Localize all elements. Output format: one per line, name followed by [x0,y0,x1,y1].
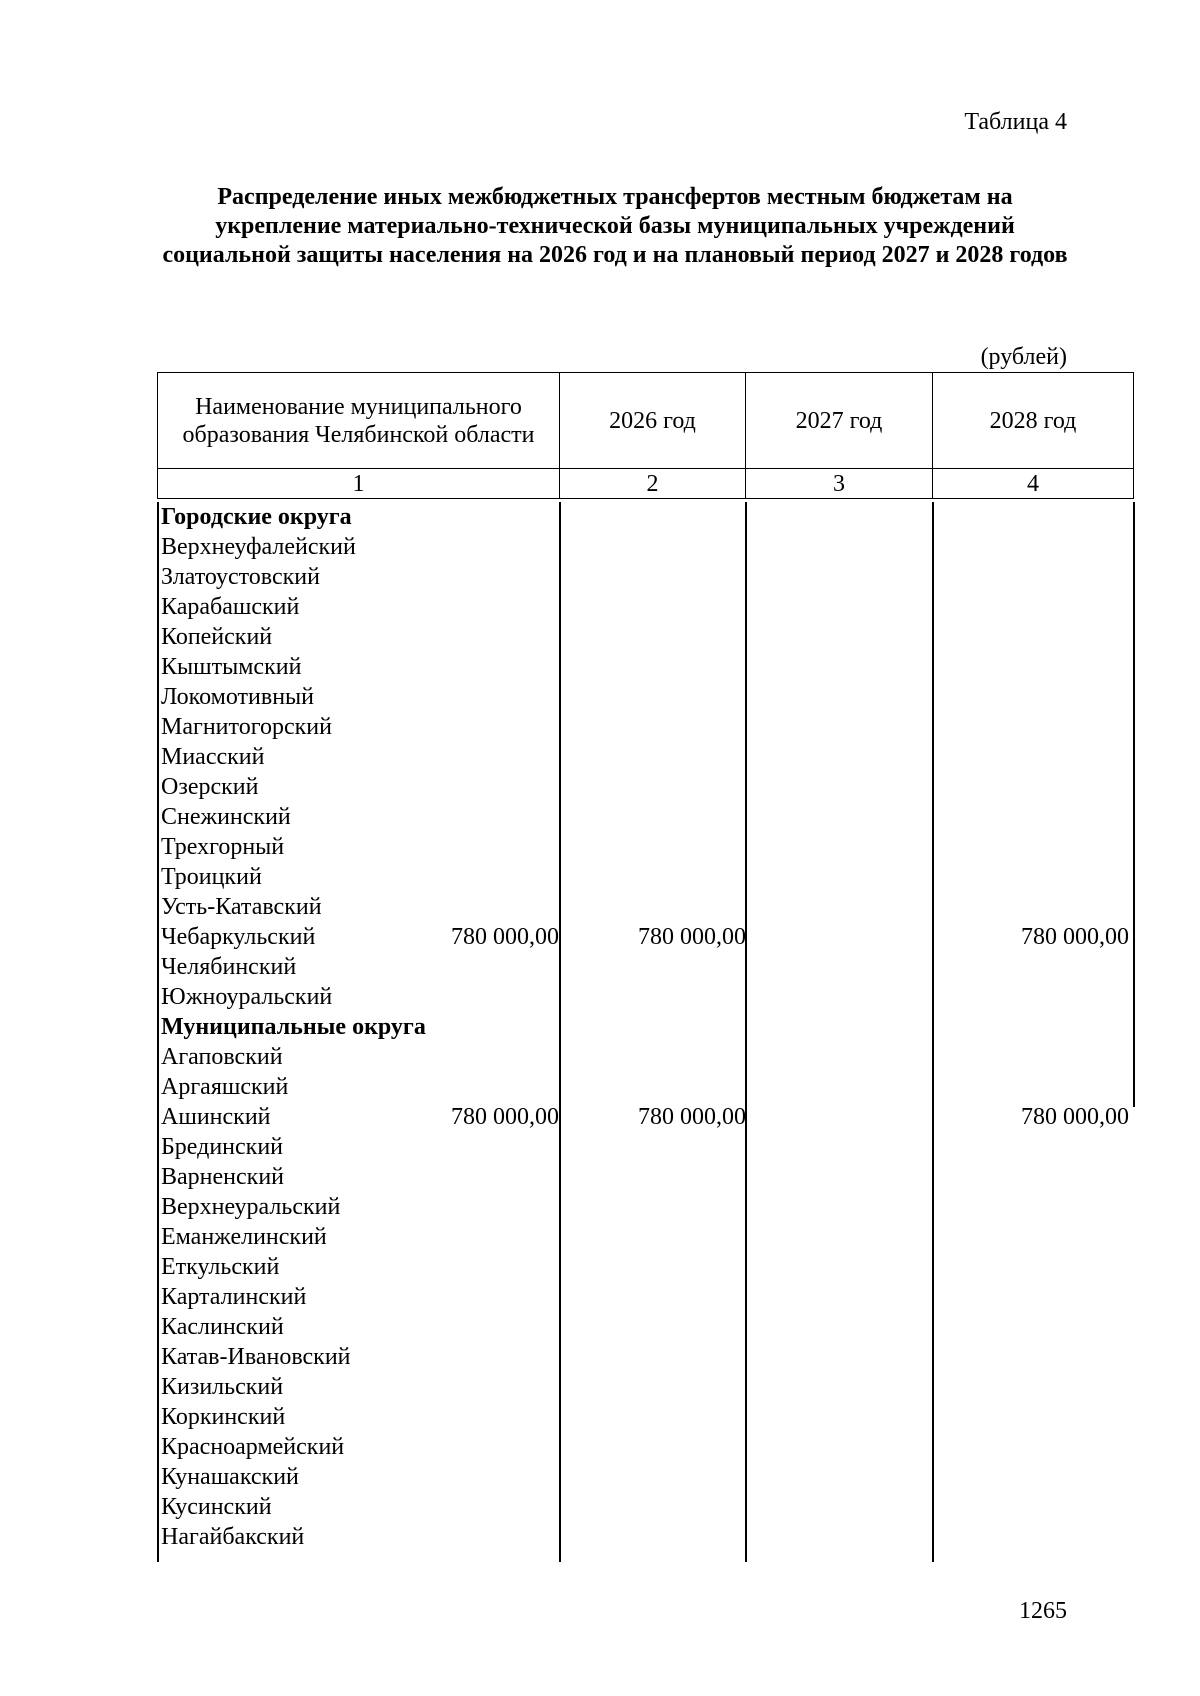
table-row [157,562,1133,592]
amount-2027: 780 000,00 [638,1104,746,1130]
table-row [157,772,1133,802]
amount-2028: 780 000,00 [1021,924,1129,950]
municipality-name: Верхнеуфалейский [161,534,356,560]
column-header-2028: 2028 год [933,373,1134,469]
table-row [157,862,1133,892]
municipality-name: Еткульский [161,1254,280,1280]
municipality-name: Карталинский [161,1284,307,1310]
municipality-name: Локомотивный [161,684,315,710]
municipality-name: Кунашакский [161,1464,299,1490]
municipality-name: Кусинский [161,1494,272,1520]
municipality-name: Городские округа [161,504,352,530]
table-rows [157,502,1133,1552]
municipality-name: Усть-Катавский [161,894,322,920]
municipality-name: Трехгорный [161,834,285,860]
column-header-2026: 2026 год [560,373,746,469]
municipality-name: Чебаркульский [161,924,316,950]
column-number-2: 2 [560,469,746,499]
column-number-4: 4 [933,469,1134,499]
municipality-name: Красноармейский [161,1434,345,1460]
table-row [157,652,1133,682]
table-row [157,742,1133,772]
municipality-name: Муниципальные округа [161,1014,426,1040]
municipality-name: Коркинский [161,1404,286,1430]
table-row [157,1252,1133,1282]
table-row [157,922,1133,952]
table-row [157,1042,1133,1072]
municipality-name: Кыштымский [161,654,302,680]
municipality-name: Троицкий [161,864,262,890]
municipality-name: Копейский [161,624,273,650]
municipality-name: Ашинский [161,1104,271,1130]
municipality-name: Кизильский [161,1374,284,1400]
municipality-name: Варненский [161,1164,284,1190]
group-header-row [157,1012,1133,1042]
table-row [157,802,1133,832]
table-row [157,952,1133,982]
table-row [157,1222,1133,1252]
table-row [157,892,1133,922]
municipality-name: Магнитогорский [161,714,332,740]
group-header-row [157,502,1133,532]
table-row [157,1162,1133,1192]
column-header-name: Наименование муниципального образования Челябинской области [158,373,560,469]
table-row [157,1132,1133,1162]
document-title: Распределение иных межбюджетных трансфертов местным бюджетам на укрепление материально-технической базы муниципальных учреждений социальной защиты населения на 2026 год и на плановый период 2027 и 2028 годов [162,184,1068,268]
units-label: (рублей) [980,344,1067,370]
table-row [157,712,1133,742]
municipality-name: Верхнеуральский [161,1194,341,1220]
municipality-name: Брединский [161,1134,284,1160]
amount-2026: 780 000,00 [451,924,559,950]
column-header-2027: 2027 год [746,373,933,469]
table-row [157,1372,1133,1402]
header-table [157,372,1134,499]
municipality-name: Каслинский [161,1314,284,1340]
table-row [157,592,1133,622]
municipality-name: Миасский [161,744,265,770]
table-header [157,372,1133,499]
municipality-name: Еманжелинский [161,1224,327,1250]
table-row [157,1342,1133,1372]
table-row [157,1072,1133,1102]
municipality-name: Златоустовский [161,564,320,590]
amount-2027: 780 000,00 [638,924,746,950]
table-row [157,1432,1133,1462]
column-number-1: 1 [158,469,560,499]
column-header-row [158,373,1134,469]
column-number-row [158,469,1134,499]
table-row [157,1492,1133,1522]
municipality-name: Южноуральский [161,984,333,1010]
municipality-name: Озерский [161,774,259,800]
municipality-name: Агаповский [161,1044,283,1070]
table-row [157,1522,1133,1552]
table-row [157,1102,1133,1132]
municipality-name: Челябинский [161,954,297,980]
table-row [157,1462,1133,1492]
column-number-3: 3 [746,469,933,499]
table-row [157,622,1133,652]
table-row [157,982,1133,1012]
municipality-name: Нагайбакский [161,1524,305,1550]
municipality-name: Аргаяшский [161,1074,289,1100]
table-row [157,1402,1133,1432]
table-row [157,832,1133,862]
municipality-name: Снежинский [161,804,291,830]
table-body [157,502,1133,1562]
table-row [157,1192,1133,1222]
amount-2026: 780 000,00 [451,1104,559,1130]
table-row [157,1312,1133,1342]
page-number: 1265 [1019,1598,1067,1624]
table-row [157,532,1133,562]
amount-2028: 780 000,00 [1021,1104,1129,1130]
column-divider [1133,502,1135,1107]
municipality-name: Карабашский [161,594,300,620]
municipality-name: Катав-Ивановский [161,1344,351,1370]
table-label: Таблица 4 [964,109,1067,135]
table-row [157,682,1133,712]
table-row [157,1282,1133,1312]
